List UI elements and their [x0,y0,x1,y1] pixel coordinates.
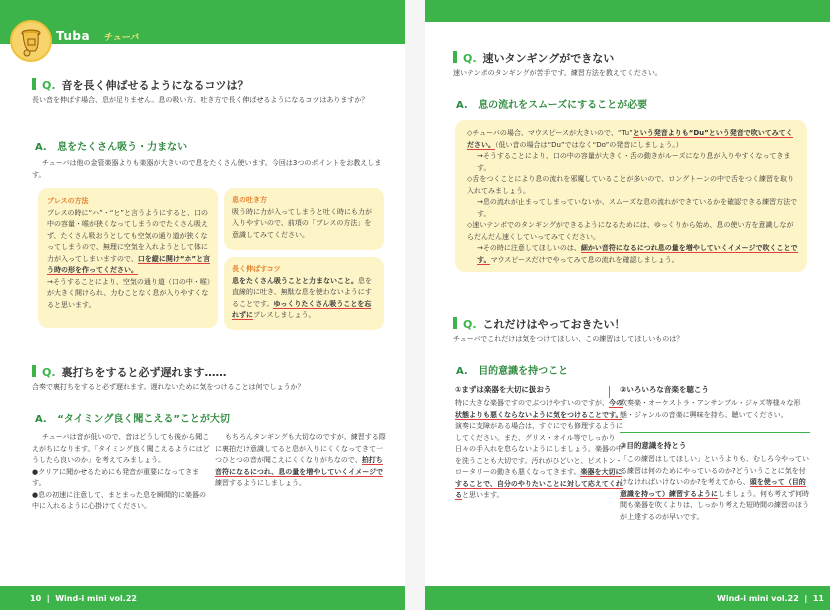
answer-heading-4: A. 目的意識を持つこと [456,366,569,377]
answer-heading-3: A. 息の流れをスムーズにすることが必要 [456,100,648,111]
question-body-3: 速いテンポのタンギングが苦手です。練習方法を教えてください。 [453,69,662,77]
tip-body-listen: 吹奏楽・オーケストラ・アンサンブル・ジャズ等様々な形態・ジャンルの音楽に興味を持ち、聴いてください。 [620,399,801,419]
tip-body-purpose: 「この練習はしてほしい」というよりも、むしろ今やっている練習は何のためにやっているのか?どういうことに気を付けなければいけないのか?を考えてから、頭を使って（目的意識を持って）練習するようにしましょう。何も考えず何時間も楽器を吹くよりは、しっかり考えた短時間の練習のほうが上達するのが早いです。 [620,455,809,521]
answer-heading-1: A. 息をたくさん吸う・力まない [35,142,188,153]
tip-title-purpose: ③目的意識を持とう [620,441,687,450]
divider [620,432,810,433]
tip-box-breath: ブレスの方法 ブレスの時に“ハ”・“ヒ”と言うようにすると、口の中の容量・喉が狭くなってしまうのでたくさん吸えず、たくさん吸おうとしても空気の通り道が狭くなってしまうので、無理に空気を入れようとして体に力が入ってしまいますので、口を縦に開け“ホ”と言う時の形を作ってください。 →そうすることにより、空気の通り道（口の中・喉）が大きく開けられ、力むことなく息が入りやすくなると思います。 [38,188,218,328]
footer-bar-right [425,586,830,610]
answer-col-1: チューバは音が低いので、音はどうしても後から聞こえがちになります。「タイミング良く聞こえるようにはどうしたら良いのか」を考えてみましょう。 ●クリアに聞かせるためにも発音が重要になってきます。 ●息の初速に注意して、まとまった息を瞬間的に楽器の中に入れるように心掛けてください。 [32,433,210,510]
tip-title-listen: ②いろいろな音楽を聴こう [620,385,709,394]
answer-heading-2: A. “タイミング良く聞こえる”ことが大切 [35,414,230,425]
page-gutter [405,0,425,610]
brand-title: Tuba [56,29,91,43]
page-number: 10 | Wind-i mini vol.22 [30,594,137,603]
left-page [0,0,405,610]
header-bar-right [425,0,830,22]
right-page [425,0,830,610]
tip-box-tonguing: ◇チューバの場合、マウスピースが大きいので、“Tu”という発音よりも“Du”という発音で吹いてみてください。（低い音の場合は“Du”ではなく“Do”の発音にしましょう。） →そうすることにより、口の中の容量が大きく・舌の動きがルーズになり息が入りやすくなってきます。 ◇舌をつくことにより息の流れを邪魔していることが多いので、ロングトーンの中で舌をつく練習を取り入れてみましょう。 →息の流れが止まってしまっていないか、スムーズな息の流れができているかを確認できる練習方法です。 ◇速いテンポでのタンギングができるようになるためには、ゆっくりから始め、息の使い方を意識しながらだんだん速くしていってみてください。 →その時に注意してほしいのは、細かい音符になるにつれ息の量を増やしていくイメージで吹くことです。マウスピースだけでやってみて息の流れを確認しましょう。 [455,120,807,272]
question-heading-1: Q. 音を長く伸ばせるようになるコツは？ [32,77,249,93]
footer-bar [0,586,405,610]
tip-body-care: 特に大きな楽器ですのでぶつけやすいのですが、今の状態よりも悪くならないように気をつけることです。演奏に支障がある場合は、すぐにでも修理するようにしてください。また、グリス・オイル等でしっかり日々の手入れを怠らないようにしましょう。楽器の中を洗うことも大切です。汚れがひどいと、ピストン・ロータリーの動きも悪くなってきます。楽器を大切にすることで、自分のやりたいことに対して応えてくれると思います。 [455,399,623,499]
question-heading-2: Q. 裏打ちをすると必ず遅れます…… [32,364,227,380]
question-body-2: 合奏で裏打ちをすると必ず遅れます。遅れないために気をつけることは何でしょうか？ [32,383,305,391]
tip-title-exhale: 息の吐き方 [232,196,267,204]
tip-box-exhale: 息の吐き方 吸う時に力が入ってしまうと吐く時にも力が入りやすいので、前項の「ブレスの方法」を意識してみてください。 [224,188,384,250]
question-body-4: チューバでこれだけは気をつけてほしい、この練習はしてほしいものは？ [453,335,684,343]
answer-body-1: チューバは他の金管楽器よりも楽器が大きいので息をたくさん使います。今回は3つのポイントをお教えします。 [32,159,382,179]
brand-subtitle: チューバ [104,33,140,43]
tuba-icon [10,20,52,62]
divider [609,386,610,398]
answer-col-2: もちろんタンギングも大切なのですが、練習する際に裏拍だけ意識してると息が入りにくくなってきて一つひとつの音が聞こえにくくなりがちなので、拍打ち音符になるにつれ、息の量を増やしていくイメージで練習するようにしましょう。 [215,433,386,487]
tip-title-breath: ブレスの方法 [47,197,89,205]
question-body-1: 長い音を伸ばす場合、息が足りません。息の吸い方、吐き方で長く伸ばせるようになるコツはありますか？ [32,96,369,104]
question-heading-4: Q. これだけはやっておきたい！ [453,316,626,332]
tip-box-long-tone: 長く伸ばすコツ 息をたくさん吸うことと力まないこと。息を直線的に吐き、無駄な息を使わないようにすることです。ゆっくりたくさん吸うことを忘れずにブレスしましょう。 [224,257,384,330]
page-number-right: Wind-i mini vol.22 | 11 [717,594,824,603]
tip-title-long-tone: 長く伸ばすコツ [232,265,281,273]
question-heading-3: Q. 速いタンギングができない [453,50,614,66]
tip-title-care: ①まずは楽器を大切に扱おう [455,385,552,394]
